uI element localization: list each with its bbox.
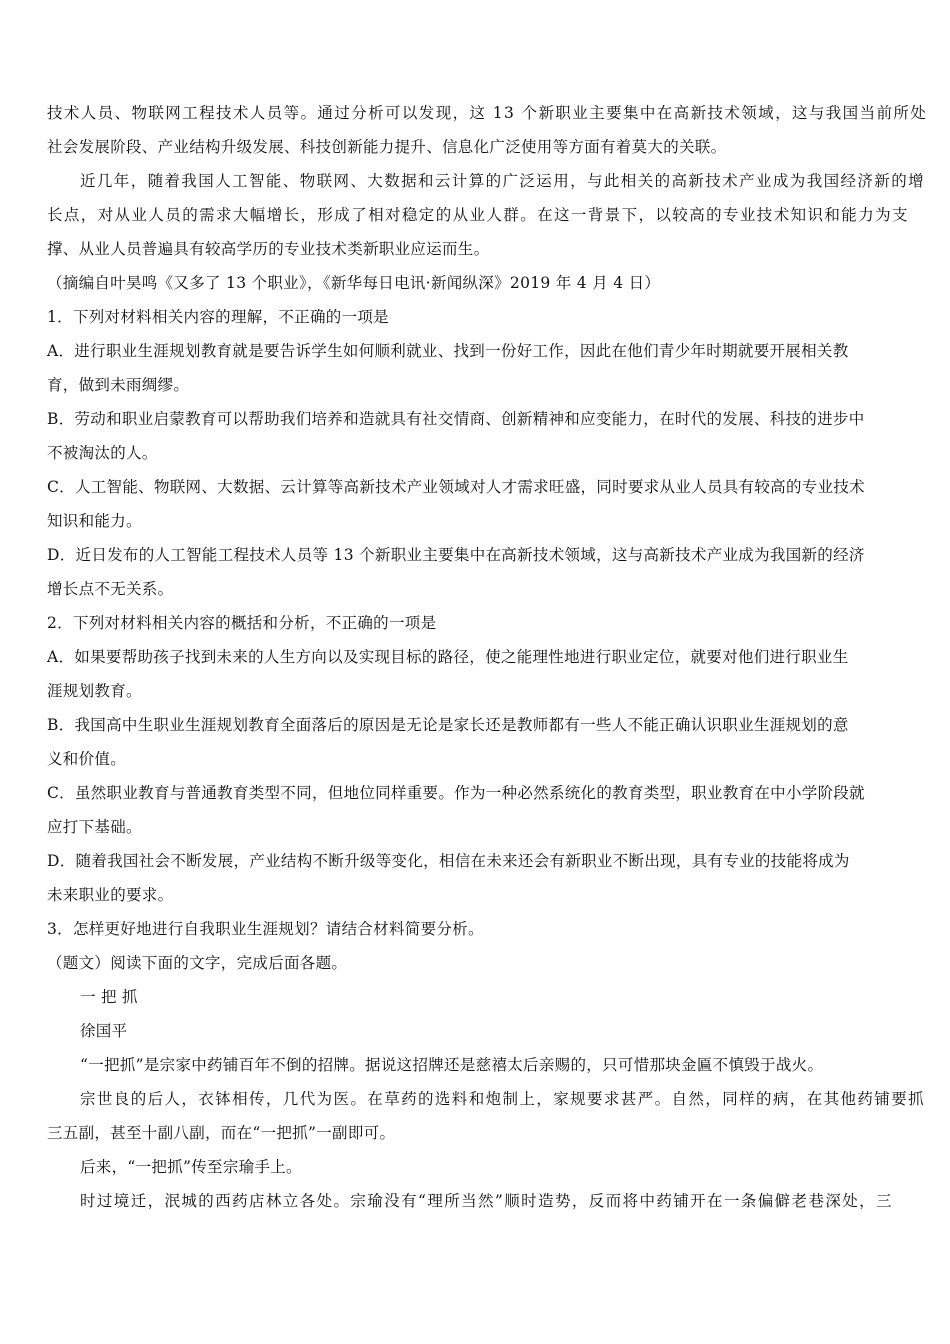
story-title: 一 把 抓: [80, 988, 138, 1006]
document-page: [47, 96, 928, 1218]
option-a: A．进行职业生涯规划教育就是要告诉学生如何顺利就业、找到一份好工作，因此在他们青少年时期就要开展相关教: [47, 342, 849, 360]
passage2: [47, 946, 926, 1218]
text-line: 技术人员、物联网工程技术人员等。通过分析可以发现，这 13 个新职业主要集中在高新技术领域，这与我国当前所处: [47, 104, 928, 122]
option-d: D．近日发布的人工智能工程技术人员等 13 个新职业主要集中在高新技术领域，这与高新技术产业成为我国新的经济: [47, 546, 865, 564]
option-a: A．如果要帮助孩子找到未来的人生方向以及实现目标的路径，使之能理性地进行职业定位，就要对他们进行职业生: [47, 648, 849, 666]
question-stem: 2．下列对材料相关内容的概括和分析，不正确的一项是: [47, 614, 437, 632]
story-paragraph-4: 时过境迁，泯城的西药店林立各处。宗瑜没有“理所当然”顺时造势，反而将中药铺开在一条偏僻老巷深处，三: [80, 1192, 893, 1210]
passage1-paragraph-2: [47, 164, 926, 266]
question-3-stem: 3．怎样更好地进行自我职业生涯规划？请结合材料简要分析。: [47, 920, 484, 938]
question-1: [47, 300, 907, 606]
option-b-continued: 不被淘汰的人。: [47, 444, 158, 462]
option-b: B．我国高中生职业生涯规划教育全面落后的原因是无论是家长还是教师都有一些人不能正确认识职业生涯规划的意: [47, 716, 849, 734]
option-c-continued: 应打下基础。: [47, 818, 142, 836]
question-2: [47, 606, 907, 912]
source-citation: （摘编自叶昊鸣《又多了 13 个职业》，《新华每日电讯·新闻纵深》2019 年 4 月 4 日）: [47, 274, 661, 292]
option-b: B．劳动和职业启蒙教育可以帮助我们培养和造就具有社交情商、创新精神和应变能力，在时代的发展、科技的进步中: [47, 410, 865, 428]
question-stem: 1．下列对材料相关内容的理解，不正确的一项是: [47, 308, 389, 326]
option-c: C．人工智能、物联网、大数据、云计算等高新技术产业领域对人才需求旺盛，同时要求从业人员具有较高的专业技术: [47, 478, 865, 496]
story-paragraph-2: 宗世良的后人，衣钵相传，几代为医。在草药的选料和炮制上，家规要求甚严。自然，同样的病，在其他药铺要抓: [80, 1090, 926, 1108]
option-a-continued: 育，做到未雨绸缪。: [47, 376, 190, 394]
option-c-continued: 知识和能力。: [47, 512, 142, 530]
text-line: 近几年，随着我国人工智能、物联网、大数据和云计算的广泛运用，与此相关的高新技术产业成为我国经济新的增: [80, 172, 926, 190]
option-c: C．虽然职业教育与普通教育类型不同，但地位同样重要。作为一种必然系统化的教育类型，职业教育在中小学阶段就: [47, 784, 865, 802]
text-line: 长点，对从业人员的需求大幅增长，形成了相对稳定的从业人群。在这一背景下，以较高的专业技术知识和能力为支: [47, 206, 909, 224]
passage2-intro: （题文）阅读下面的文字，完成后面各题。: [47, 954, 348, 972]
story-paragraph-1: “一把抓”是宗家中药铺百年不倒的招牌。据说这招牌还是慈禧太后亲赐的，只可惜那块金匾不慎毁于战火。: [80, 1056, 824, 1074]
story-paragraph-2-continued: 三五副，甚至十副八副，而在“一把抓”一副即可。: [47, 1124, 396, 1142]
option-d-continued: 未来职业的要求。: [47, 886, 174, 904]
story-author: 徐国平: [80, 1022, 128, 1040]
option-d-continued: 增长点不无关系。: [47, 580, 174, 598]
story-paragraph-3: 后来，“一把抓”传至宗瑜手上。: [80, 1158, 302, 1176]
option-a-continued: 涯规划教育。: [47, 682, 142, 700]
text-line: 撑、从业人员普遍具有较高学历的专业技术类新职业应运而生。: [47, 240, 490, 258]
text-line: 社会发展阶段、产业结构升级发展、科技创新能力提升、信息化广泛使用等方面有着莫大的关联。: [47, 138, 727, 156]
option-b-continued: 义和价值。: [47, 750, 127, 768]
option-d: D．随着我国社会不断发展，产业结构不断升级等变化，相信在未来还会有新职业不断出现，具有专业的技能将成为: [47, 852, 850, 870]
passage1-paragraph-1: [47, 96, 928, 164]
